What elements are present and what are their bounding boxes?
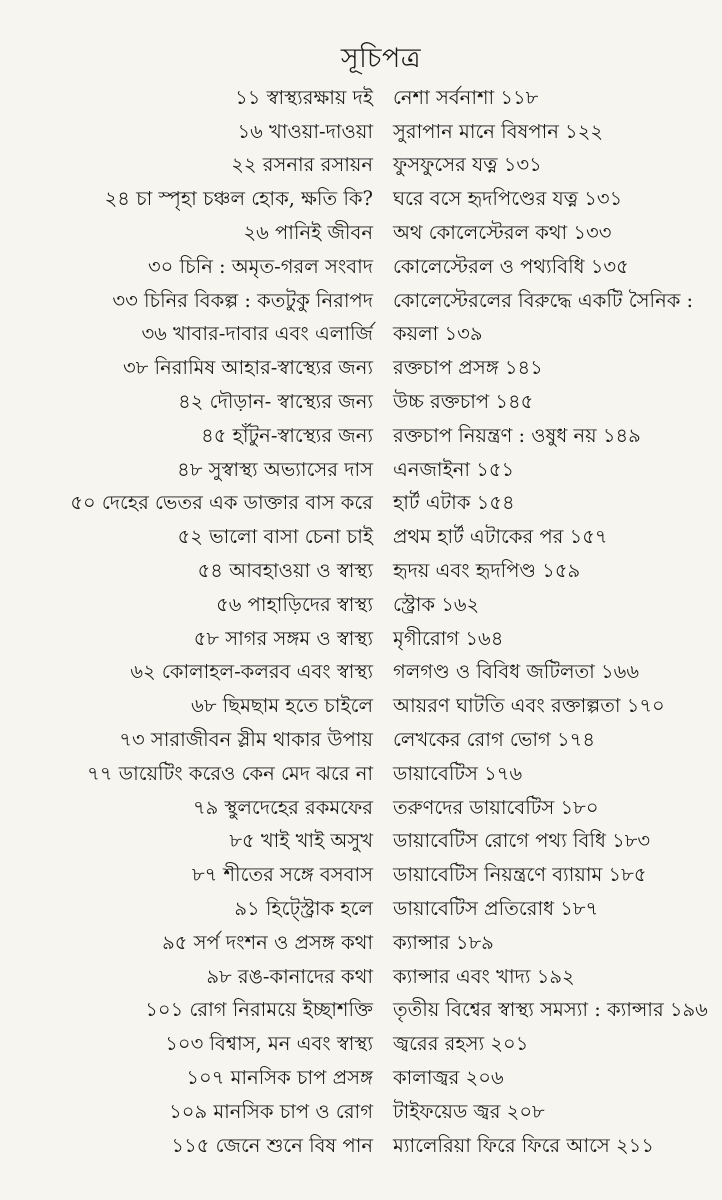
toc-entry-right: তৃতীয় বিশ্বের স্বাস্থ্য সমস্যা : ক্যান্সার ১৯৬ [393,998,708,1022]
toc-entry-right: তরুণদের ডায়াবেটিস ১৮০ [393,795,599,819]
toc-entry-right: উচ্চ রক্তচাপ ১৪৫ [393,390,534,414]
toc-entry-right: কোলেস্টেরল ও পথ্যবিধি ১৩৫ [393,254,629,278]
toc-entry-left: ৩৮ নিরামিষ আহার-স্বাস্থ্যের জন্য [122,356,373,380]
toc-entry-left: ২৬ পানিই জীবন [243,221,373,245]
toc-entry-left: ৬৮ ছিমছাম হতে চাইলে [191,694,373,718]
toc-row [0,455,722,489]
toc-row [0,928,722,962]
toc-entry-left: ৭৩ সারাজীবন স্লীম থাকার উপায় [119,728,373,752]
toc-entry-right: ক্যান্সার এবং খাদ্য ১৯২ [393,964,575,988]
toc-row [0,691,722,725]
toc-row [0,522,722,556]
toc-row [0,658,722,692]
toc-row [0,894,722,928]
toc-entry-left: ৩৬ খাবার-দাবার এবং এলার্জি [141,322,373,346]
toc-row [0,421,722,455]
toc-entry-right: আয়রণ ঘাটতি এবং রক্তাল্পতা ১৭০ [393,694,665,718]
toc-entry-right: সুরাপান মানে বিষপান ১২২ [393,119,604,143]
toc-entry-left: ৫৮ সাগর সঙ্গম ও স্বাস্থ্য [193,626,373,650]
toc-entry-right: ডায়াবেটিস নিয়ন্ত্রণে ব্যায়াম ১৮৫ [393,863,647,887]
toc-row [0,117,722,151]
toc-entry-right: টাইফয়েড জ্বর ২০৮ [393,1099,545,1123]
toc-entry-left: ১১৫ জেনে শুনে বিষ পান [171,1133,373,1157]
toc-entry-left: ৪২ দৌড়ান- স্বাস্থ্যের জন্য [178,390,373,414]
toc-entry-right: রক্তচাপ নিয়ন্ত্রণ : ওষুধ নয় ১৪৯ [393,423,641,447]
toc-entry-left: ৫৪ আবহাওয়া ও স্বাস্থ্য [197,559,373,583]
toc-entry-left: ৫২ ভালো বাসা চেনা চাই [177,525,373,549]
toc-entry-right: ক্যান্সার ১৮৯ [393,930,494,954]
toc-entry-right: ডায়াবেটিস প্রতিরোধ ১৮৭ [393,897,599,921]
toc-row [0,1063,722,1097]
toc-row [0,860,722,894]
toc-row [0,556,722,590]
toc-entry-left: ৮৭ শীতের সঙ্গে বসবাস [191,863,373,887]
toc-row [0,624,722,658]
toc-entry-right: কোলেস্টেরলের বিরুদ্ধে একটি সৈনিক : [393,288,694,312]
toc-row [0,218,722,252]
toc-row [0,286,722,320]
toc-entry-right: কয়লা ১৩৯ [393,322,483,346]
toc-entry-left: ৬২ কোলাহল-কলরব এবং স্বাস্থ্য [130,660,373,684]
toc-entry-right: প্রথম হার্ট এটাকের পর ১৫৭ [393,525,608,549]
toc-entry-left: ৯১ হিট্স্ট্রোক হলে [234,897,373,921]
toc-entry-right: জ্বরের রহস্য ২০১ [393,1032,529,1056]
toc-row [0,489,722,523]
toc-row [0,83,722,117]
toc-entry-left: ১১ স্বাস্থ্যরক্ষায় দই [235,85,373,109]
toc-row [0,793,722,827]
toc-entry-right: নেশা সর্বনাশা ১১৮ [393,85,539,109]
toc-entry-left: ৫০ দেহের ভেতর এক ডাক্তার বাস করে [70,491,373,515]
toc-row [0,1097,722,1131]
toc-entry-right: গলগণ্ড ও বিবিধ জটিলতা ১৬৬ [393,660,640,684]
toc-entry-left: ৯৫ সর্প দংশন ও প্রসঙ্গ কথা [162,930,373,954]
toc-row [0,759,722,793]
toc-row [0,590,722,624]
toc-entry-left: ২৪ চা স্পৃহা চঞ্চল হোক, ক্ষতি কি? [104,187,373,211]
toc-entry-right: ডায়াবেটিস রোগে পথ্য বিধি ১৮৩ [393,829,651,853]
page-title: সূচিপত্র [340,43,422,74]
toc-row [0,725,722,759]
toc-list [0,83,722,1165]
toc-entry-right: লেখকের রোগ ভোগ ১৭৪ [393,728,595,752]
toc-entry-right: হার্ট এটাক ১৫৪ [393,491,515,515]
toc-entry-left: ১৬ খাওয়া-দাওয়া [237,119,373,143]
toc-entry-left: ১০১ রোগ নিরাময়ে ইচ্ছাশক্তি [145,998,373,1022]
toc-row [0,353,722,387]
toc-row [0,151,722,185]
toc-entry-left: ৫৬ পাহাড়িদের স্বাস্থ্য [216,592,373,616]
toc-entry-left: ৩৩ চিনির বিকল্প : কতটুকু নিরাপদ [112,288,373,312]
toc-entry-right: ডায়াবেটিস ১৭৬ [393,761,523,785]
toc-entry-left: ১০৭ মানসিক চাপ প্রসঙ্গ [186,1066,373,1089]
toc-entry-right: কালাজ্বর ২০৬ [393,1066,504,1089]
toc-row [0,1131,722,1165]
toc-entry-right: এনজাইনা ১৫১ [393,457,515,481]
toc-entry-right: অথ কোলেস্টেরল কথা ১৩৩ [393,221,612,245]
toc-row [0,1029,722,1063]
toc-row [0,387,722,421]
toc-entry-left: ৪৫ হাঁটুন-স্বাস্থ্যের জন্য [201,423,373,447]
toc-row [0,320,722,354]
toc-entry-left: ৭৭ ডায়েটিং করেও কেন মেদ ঝরে না [87,761,373,785]
toc-row [0,252,722,286]
toc-entry-right: হৃদয় এবং হৃদপিণ্ড ১৫৯ [393,559,581,583]
toc-entry-right: ফুসফুসের যত্ন ১৩১ [393,153,542,177]
toc-entry-left: ১০৯ মানসিক চাপ ও রোগ [169,1099,373,1123]
toc-entry-left: ৯৮ রঙ-কানাদের কথা [206,964,373,988]
toc-row [0,962,722,996]
toc-entry-right: ঘরে বসে হৃদপিণ্ডের যত্ন ১৩১ [393,187,623,211]
toc-entry-right: মৃগীরোগ ১৬৪ [393,626,504,650]
toc-entry-left: ২২ রসনার রসায়ন [231,153,373,177]
toc-entry-right: ম্যালেরিয়া ফিরে ফিরে আসে ২১১ [393,1133,654,1157]
toc-entry-left: ৮৫ খাই খাই অসুখ [229,829,373,853]
toc-row [0,827,722,861]
toc-row [0,184,722,218]
toc-row [0,996,722,1030]
toc-entry-left: ৭৯ স্থুলদেহের রকমফের [192,795,373,819]
toc-entry-left: ৩০ চিনি : অমৃত-গরল সংবাদ [147,254,373,278]
toc-entry-left: ১০৩ বিশ্বাস, মন এবং স্বাস্থ্য [165,1032,373,1056]
toc-entry-right: রক্তচাপ প্রসঙ্গ ১৪১ [393,356,543,380]
toc-entry-right: স্ট্রোক ১৬২ [393,592,480,616]
toc-entry-left: ৪৮ সুস্বাস্থ্য অভ্যাসের দাস [177,457,373,481]
